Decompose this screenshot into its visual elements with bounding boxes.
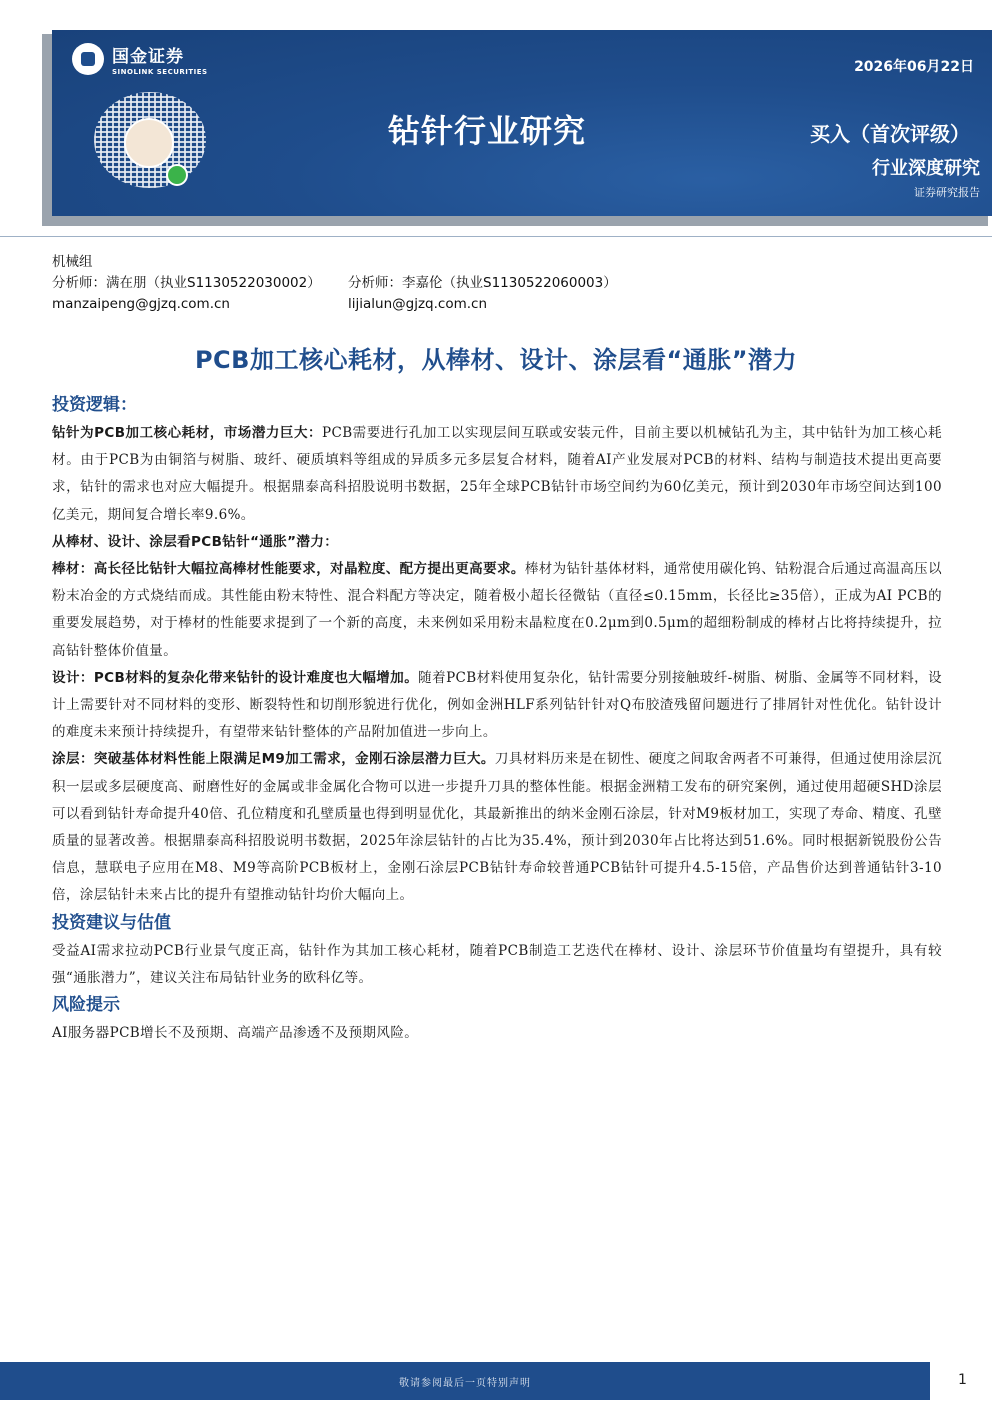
- analyst-2-email: lijialun@gjzq.com.cn: [348, 296, 488, 312]
- page-number: 1: [958, 1372, 967, 1388]
- qr-center-logo: [124, 118, 174, 168]
- report-body: [52, 392, 942, 1047]
- group-name: 机械组: [52, 254, 93, 270]
- report-type: 行业深度研究: [872, 158, 980, 179]
- miniprogram-badge-icon: [166, 164, 188, 186]
- report-date: 2026年06月22日: [854, 59, 974, 75]
- paragraph-rod-lead: 棒材：高长径比钻针大幅拉高棒材性能要求，对晶粒度、配方提出更高要求。: [52, 561, 525, 578]
- analyst-2: 分析师：李嘉伦（执业S1130522060003）: [348, 275, 617, 291]
- divider: [0, 236, 992, 237]
- paragraph-inflation-lead: 从棒材、设计、涂层看PCB钻针“通胀”潜力：: [52, 533, 339, 550]
- paragraph-design-text: 随着PCB材料使用复杂化，钻针需要分别接触玻纤-树脂、树脂、金属等不同材料，设计上需要针对不同材料的变形、断裂特性和切削形貌进行优化，例如金洲HLF系列钻针针对Q布胶渣残留问题进行了排屑针对性优化。钻针设计的难度未来预计持续提升，有望带来钻针整体的产品附加值进一步向上。: [52, 669, 942, 741]
- section-heading-recommendation: 投资建议与估值: [52, 912, 171, 933]
- analyst-info: [52, 252, 617, 315]
- paragraph-market-text: PCB需要进行孔加工以实现层间互联或安装元件，目前主要以机械钻孔为主，其中钻针为加工核心耗材。由于PCB为由铜箔与树脂、玻纤、硬质填料等组成的异质多元多层复合材料，随着AI产业发展对PCB的材料、结构与制造技术提出更高要求，钻针的需求也对应大幅提升。根据鼎泰高科招股说明书数据，25年全球PCB钻针市场空间约为60亿美元，预计到2030年市场空间达到100亿美元，期间复合增长率9.6%。: [52, 425, 942, 523]
- paragraph-rod-text: 棒材为钻针基体材料，通常使用碳化钨、钴粉混合后通过高温高压以粉末冶金的方式烧结而成。其性能由粉末特性、混合料配方等决定，随着极小超长径微钻（直径≤0.15mm，长径比≥35倍），正成为AI PCB的重要发展趋势，对于棒材的性能要求提到了一个新的高度，未来例如采用粉末晶粒度在0.2μm到0.5μm的超细粉制成的棒材占比将持续提升，拉高钻针整体价值量。: [52, 561, 942, 659]
- logo-en: SINOLINK SECURITIES: [112, 68, 208, 76]
- paragraph-market-lead: 钻针为PCB加工核心耗材，市场潜力巨大：: [52, 425, 323, 441]
- paragraph-design-lead: 设计：PCB材料的复杂化带来钻针的设计难度也大幅增加。: [52, 669, 419, 686]
- report-category: 证券研究报告: [914, 186, 980, 199]
- logo-icon: [72, 43, 104, 75]
- industry-title: 钻针行业研究: [388, 112, 587, 150]
- logo-cn: 国金证券: [112, 47, 184, 67]
- analyst-1: 分析师：满在朋（执业S1130522030002）: [52, 275, 321, 291]
- company-logo: [72, 42, 208, 76]
- paragraph-recommendation: 受益AI需求拉动PCB行业景气度正高，钻针作为其加工核心耗材，随着PCB制造工艺迭代在棒材、设计、涂层环节价值量均有望提升，具有较强“通胀潜力”，建议关注布局钻针业务的欧科亿等。: [52, 942, 942, 986]
- paragraph-risk: AI服务器PCB增长不及预期、高端产品渗透不及预期风险。: [52, 1025, 419, 1042]
- paragraph-coating-text: 刀具材料历来是在韧性、硬度之间取舍两者不可兼得，但通过使用涂层沉积一层或多层硬度高、耐磨性好的金属或非金属化合物可以进一步提升刀具的整体性能。根据金洲精工发布的研究案例，通过使用超硬SHD涂层可以看到钻针寿命提升40倍、孔位精度和孔壁质量也得到明显优化，其最新推出的纳米金刚石涂层，针对M9板材加工，实现了寿命、精度、孔壁质量的显著改善。根据鼎泰高科招股说明书数据，2025年涂层钻针的占比为35.4%，预计到2030年占比将达到51.6%。同时根据新锐股份公告信息，慧联电子应用在M8、M9等高阶PCB板材上，金刚石涂层PCB钻针寿命较普通PCB钻针可提升4.5-15倍，产品售价达到普通钻针3-10倍，涂层钻针未来占比的提升有望推动钻针均价大幅向上。: [52, 751, 942, 904]
- footer-disclaimer: 敬请参阅最后一页特别声明: [399, 1378, 531, 1389]
- document-title: PCB加工核心耗材，从棒材、设计、涂层看“通胀”潜力: [194, 346, 798, 374]
- paragraph-design: [52, 665, 942, 747]
- paragraph-inflation-head: [52, 529, 942, 556]
- paragraph-coating: [52, 746, 942, 909]
- paragraph-coating-lead: 涂层：突破基体材料性能上限满足M9加工需求，金刚石涂层潜力巨大。: [52, 751, 495, 768]
- paragraph-rod: [52, 556, 942, 665]
- section-heading-risk: 风险提示: [52, 995, 120, 1016]
- paragraph-market: [52, 420, 942, 529]
- analyst-1-email: manzaipeng@gjzq.com.cn: [52, 296, 230, 312]
- section-heading-logic: 投资逻辑：: [52, 395, 137, 415]
- rating: 买入（首次评级）: [810, 122, 970, 146]
